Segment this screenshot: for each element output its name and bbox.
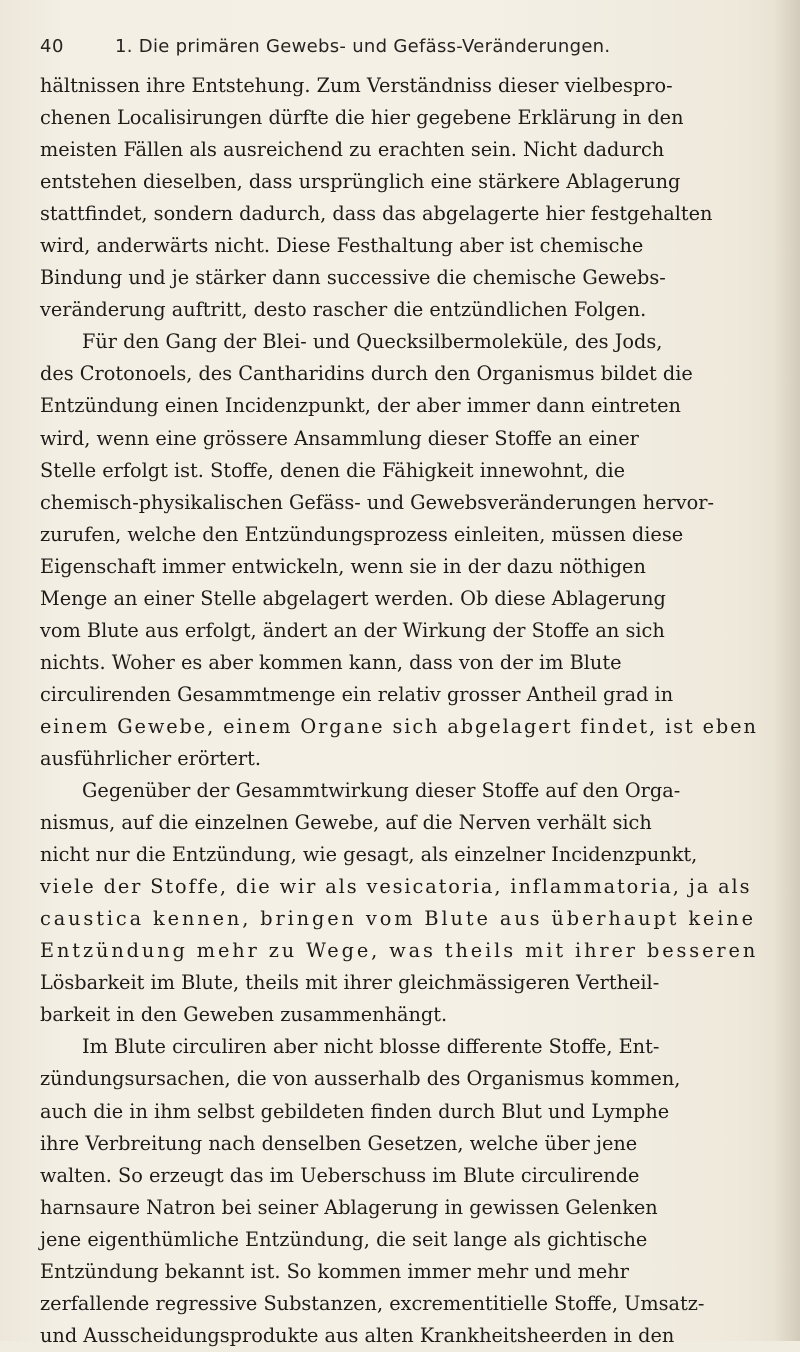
text-line: Entzündung bekannt ist. So kommen immer mehr und mehr <box>40 1259 629 1283</box>
text-line: Bindung und je stärker dann successive die chemische Gewebs- <box>40 266 666 290</box>
text-line: ihre Verbreitung nach denselben Gesetzen, welche über jene <box>40 1131 638 1155</box>
text-line: circulirenden Gesammtmenge ein relativ grosser Antheil grad in <box>40 682 674 706</box>
text-line: viele der Stoffe, die wir als vesicatoria, inflammatoria, ja als <box>40 875 752 899</box>
text-line: harnsaure Natron bei seiner Ablagerung in gewissen Gelenken <box>40 1195 658 1219</box>
text-line: chenen Localisirungen dürfte die hier gegebene Erklärung in den <box>40 106 684 130</box>
text-line: nichts. Woher es aber kommen kann, dass von der im Blute <box>40 650 622 674</box>
text-line: entstehen dieselben, dass ursprünglich eine stärkere Ablagerung <box>40 170 681 194</box>
text-line: veränderung auftritt, desto rascher die entzündlichen Folgen. <box>40 298 647 322</box>
text-line: ausführlicher erörtert. <box>40 746 262 770</box>
text-line: zerfallende regressive Substanzen, excrementitielle Stoffe, Umsatz- <box>40 1291 705 1315</box>
text-line: Stelle erfolgt ist. Stoffe, denen die Fähigkeit innewohnt, die <box>40 458 626 482</box>
running-head: 1. Die primären Gewebs- und Gefäss-Veränderungen. <box>115 36 611 57</box>
text-line: und Ausscheidungsprodukte aus alten Krankheitsheerden in den <box>40 1323 675 1347</box>
text-line: auch die in ihm selbst gebildeten finden durch Blut und Lymphe <box>40 1099 670 1123</box>
text-line: Entzündung mehr zu Wege, was theils mit ihrer besseren <box>40 939 759 963</box>
paragraph-start-line: Im Blute circuliren aber nicht blosse differente Stoffe, Ent- <box>82 1035 660 1059</box>
text-line: vom Blute aus erfolgt, ändert an der Wirkung der Stoffe an sich <box>40 618 665 642</box>
body-text <box>40 70 760 1352</box>
paragraph-start-line: Für den Gang der Blei- und Quecksilbermoleküle, des Jods, <box>82 330 663 354</box>
text-line: wird, wenn eine grössere Ansammlung dieser Stoffe an einer <box>40 426 639 450</box>
text-line: walten. So erzeugt das im Ueberschuss im Blute circulirende <box>40 1163 640 1187</box>
text-line: hältnissen ihre Entstehung. Zum Verständniss dieser vielbespro- <box>40 74 673 97</box>
page-header <box>40 36 760 66</box>
text-line: Lösbarkeit im Blute, theils mit ihrer gleichmässigeren Vertheil- <box>40 971 660 995</box>
text-line: Entzündung einen Incidenzpunkt, der aber immer dann eintreten <box>40 394 681 418</box>
text-line: zündungsursachen, die von ausserhalb des Organismus kommen, <box>40 1067 681 1091</box>
text-line: nismus, auf die einzelnen Gewebe, auf die Nerven verhält sich <box>40 811 652 835</box>
text-line: barkeit in den Geweben zusammenhängt. <box>40 1003 448 1027</box>
page-number: 40 <box>40 36 64 57</box>
text-line: Eigenschaft immer entwickeln, wenn sie in der dazu nöthigen <box>40 554 646 578</box>
text-line: wird, anderwärts nicht. Diese Festhaltung aber ist chemische <box>40 234 644 258</box>
text-line: meisten Fällen als ausreichend zu erachten sein. Nicht dadurch <box>40 138 665 162</box>
text-line: des Crotonoels, des Cantharidins durch den Organismus bildet die <box>40 362 693 386</box>
text-line: jene eigenthümliche Entzündung, die seit lange als gichtische <box>40 1227 648 1251</box>
paragraph-start-line: Gegenüber der Gesammtwirkung dieser Stoffe auf den Orga- <box>82 779 681 803</box>
text-line: caustica kennen, bringen vom Blute aus überhaupt keine <box>40 907 756 931</box>
text-line: chemisch-physikalischen Gefäss- und Gewebsveränderungen hervor- <box>40 490 714 514</box>
page-edge-shadow <box>774 0 800 1341</box>
text-line: einem Gewebe, einem Organe sich abgelagert findet, ist eben <box>40 714 758 738</box>
text-line: nicht nur die Entzündung, wie gesagt, als einzelner Incidenzpunkt, <box>40 843 698 867</box>
text-line: zurufen, welche den Entzündungsprozess einleiten, müssen diese <box>40 522 684 546</box>
text-line: stattfindet, sondern dadurch, dass das abgelagerte hier festgehalten <box>40 202 713 226</box>
text-line: Menge an einer Stelle abgelagert werden. Ob diese Ablagerung <box>40 586 666 610</box>
